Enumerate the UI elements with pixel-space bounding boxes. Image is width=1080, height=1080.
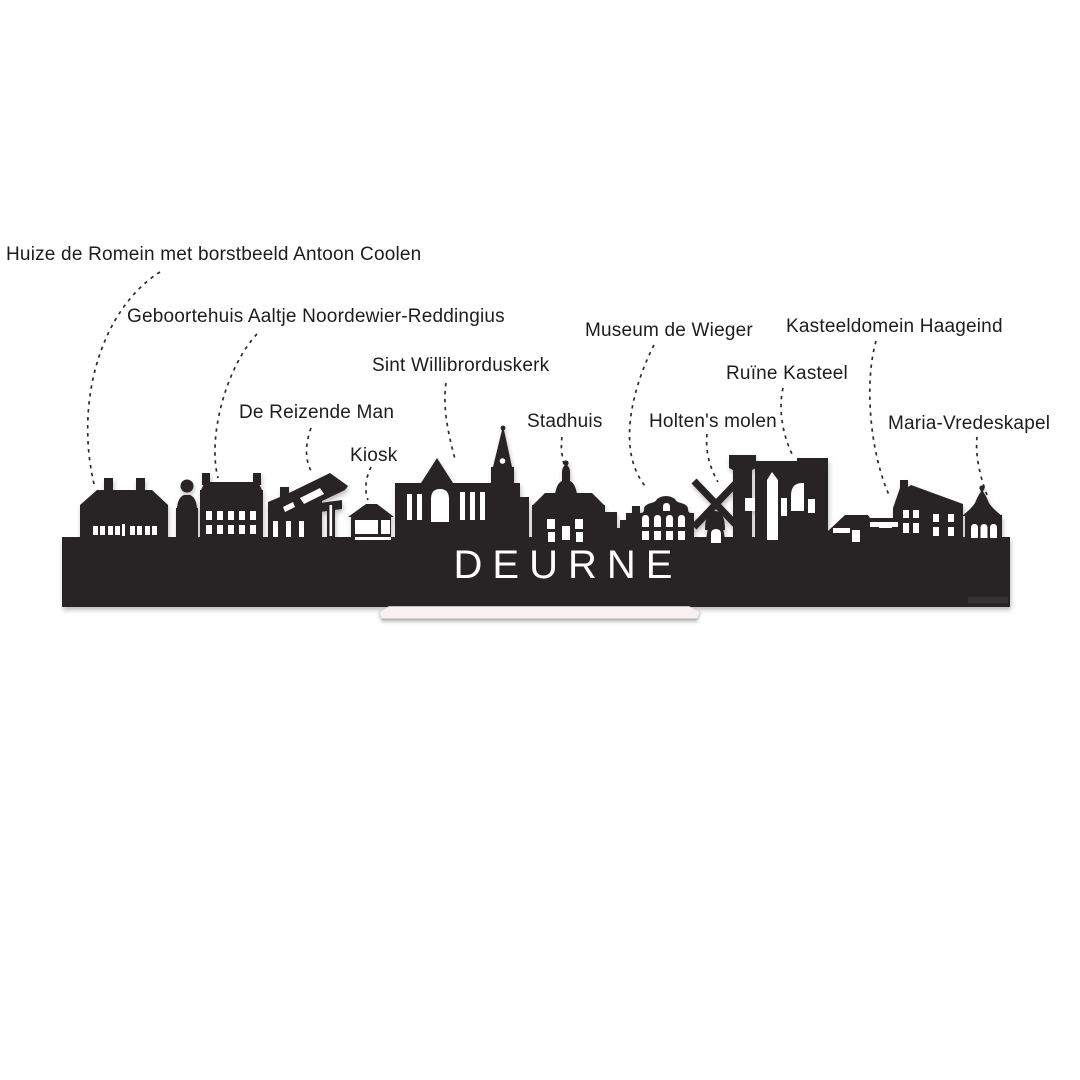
stand-group	[379, 607, 700, 620]
chimney	[104, 478, 113, 492]
chimney	[202, 473, 210, 485]
building-stepped-gable	[615, 506, 640, 538]
label-kasteeldomein-haageind: Kasteeldomein Haageind	[786, 316, 1003, 337]
city-name-cutout: DEURNE	[453, 543, 683, 587]
stadhuis-cupola-ball	[563, 460, 568, 465]
castle-tower	[729, 455, 756, 538]
label-museum-de-wieger: Museum de Wieger	[585, 320, 753, 341]
leader-ruine-kasteel	[781, 388, 792, 454]
chimney	[136, 478, 145, 492]
church-right-aisle	[514, 497, 529, 538]
stand	[379, 607, 700, 620]
chapel-spire-ball	[979, 485, 984, 490]
bust-antoon-coolen-shoulders	[177, 495, 197, 510]
label-maria-vredeskapel: Maria-Vredeskapel	[888, 413, 1051, 434]
leader-holtens-molen	[707, 434, 718, 482]
label-holtens-molen: Holten's molen	[649, 411, 777, 432]
watermark-mark	[968, 597, 1008, 603]
building-kiosk-roof	[348, 504, 394, 517]
label-stadhuis: Stadhuis	[527, 411, 603, 432]
label-geboortehuis: Geboortehuis Aaltje Noordewier-Reddingius	[127, 306, 505, 327]
leader-de-reizende-man	[307, 428, 312, 471]
building-stadhuis-roof	[532, 493, 605, 506]
label-de-reizende-man: De Reizende Man	[239, 402, 395, 423]
chimney	[253, 473, 261, 485]
chapel-roof	[962, 491, 1002, 516]
church-tower	[491, 467, 514, 538]
label-kiosk: Kiosk	[350, 445, 398, 466]
leader-kasteeldomein-haageind	[870, 341, 889, 495]
stadhuis-cupola	[555, 464, 577, 494]
label-sint-willibrorduskerk: Sint Willibrorduskerk	[372, 355, 550, 376]
leader-kiosk	[366, 467, 371, 500]
bust-antoon-coolen-head	[181, 480, 194, 493]
leader-huize-de-romein	[88, 272, 160, 484]
skyline-silhouette	[62, 426, 1010, 607]
label-huize-de-romein: Huize de Romein met borstbeeld Antoon Coolen	[6, 244, 422, 265]
label-ruine-kasteel: Ruïne Kasteel	[726, 363, 848, 384]
bust-pedestal	[176, 508, 198, 540]
statue-pedestal	[316, 538, 346, 546]
church-spire-ball	[501, 426, 506, 431]
leader-sint-willibrorduskerk	[445, 383, 455, 459]
